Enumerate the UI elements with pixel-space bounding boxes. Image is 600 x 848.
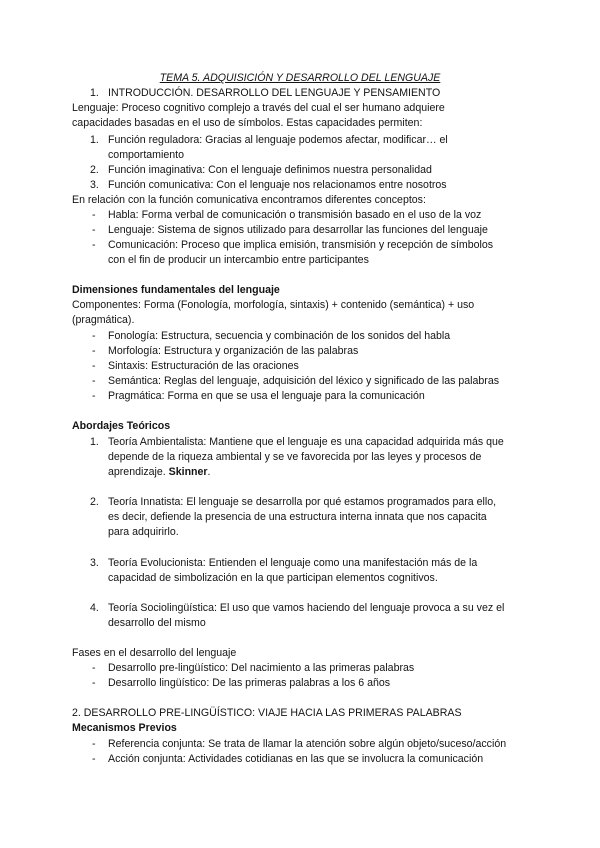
- list-item: Pragmática: Forma en que se usa el lenguaje para la comunicación: [108, 390, 425, 402]
- document-title: TEMA 5. ADQUISICIÓN Y DESARROLLO DEL LENGUAJE: [159, 72, 441, 84]
- list-item: Teoría Sociolingüística: El uso que vamos haciendo del lenguaje provoca a su vez el: [108, 602, 505, 614]
- bullet-dash: -: [92, 390, 96, 402]
- theories-heading: Abordajes Teóricos: [72, 420, 171, 432]
- dimensions-heading: Dimensiones fundamentales del lenguaje: [72, 284, 280, 296]
- bullet-dash: -: [92, 209, 96, 221]
- list-item-continuation: para adquirirlo.: [108, 526, 179, 538]
- bullet-dash: -: [92, 330, 96, 342]
- section-2-heading: 2. DESARROLLO PRE-LINGÜÍSTICO: VIAJE HACIA LAS PRIMERAS PALABRAS: [72, 707, 462, 719]
- list-item-continuation: depende de la riqueza ambiental y se ve favorecida por las leyes y procesos de: [108, 451, 482, 463]
- paragraph-line: capacidades basadas en el uso de símbolos. Estas capacidades permiten:: [72, 117, 423, 129]
- paragraph-line: (pragmática).: [72, 314, 135, 326]
- paragraph-line: En relación con la función comunicativa encontramos diferentes conceptos:: [72, 194, 426, 206]
- paragraph-line: Componentes: Forma (Fonología, morfología, sintaxis) + contenido (semántica) + uso: [72, 299, 475, 311]
- list-item: Semántica: Reglas del lenguaje, adquisición del léxico y significado de las palabras: [108, 375, 500, 387]
- list-item: Morfología: Estructura y organización de las palabras: [108, 345, 359, 357]
- text-run: .: [207, 466, 211, 478]
- list-number: 1.: [90, 134, 99, 146]
- list-item: Referencia conjunta: Se trata de llamar la atención sobre algún objeto/suceso/acción: [108, 738, 507, 750]
- list-item-continuation: es decir, defiende la presencia de una estructura interna innata que nos capacita: [108, 511, 487, 523]
- bullet-dash: -: [92, 345, 96, 357]
- list-item: Función imaginativa: Con el lenguaje definimos nuestra personalidad: [108, 164, 432, 176]
- list-number: 3.: [90, 179, 99, 191]
- list-item: Teoría Innatista: El lenguaje se desarrolla por qué estamos programados para ello,: [108, 496, 497, 508]
- list-item: Desarrollo pre-lingüístico: Del nacimiento a las primeras palabras: [108, 662, 415, 674]
- list-item-continuation: [108, 465, 210, 480]
- section-1-number: 1.: [90, 87, 99, 99]
- bullet-dash: -: [92, 224, 96, 236]
- list-item: Fonología: Estructura, secuencia y combinación de los sonidos del habla: [108, 330, 451, 342]
- list-item: Comunicación: Proceso que implica emisión, transmisión y recepción de símbolos: [108, 239, 494, 251]
- list-item-continuation: capacidad de simbolización en la que participan elementos cognitivos.: [108, 572, 438, 584]
- list-number: 2.: [90, 496, 99, 508]
- phases-heading: Fases en el desarrollo del lenguaje: [72, 647, 237, 659]
- list-number: 1.: [90, 436, 99, 448]
- list-number: 3.: [90, 557, 99, 569]
- list-item: Desarrollo lingüístico: De las primeras palabras a los 6 años: [108, 677, 391, 689]
- list-item-continuation: desarrollo del mismo: [108, 617, 206, 629]
- bullet-dash: -: [92, 677, 96, 689]
- bullet-dash: -: [92, 375, 96, 387]
- list-item: Función reguladora: Gracias al lenguaje podemos afectar, modificar… el: [108, 134, 448, 146]
- bullet-dash: -: [92, 662, 96, 674]
- list-item: Acción conjunta: Actividades cotidianas en las que se involucra la comunicación: [108, 753, 484, 765]
- bullet-dash: -: [92, 738, 96, 750]
- list-item: Habla: Forma verbal de comunicación o transmisión basado en el uso de la voz: [108, 209, 482, 221]
- list-item: Teoría Ambientalista: Mantiene que el lenguaje es una capacidad adquirida más que: [108, 436, 504, 448]
- list-item-continuation: con el fin de producir un intercambio entre participantes: [108, 254, 369, 266]
- text-run: aprendizaje.: [108, 466, 169, 478]
- list-item-continuation: comportamiento: [108, 149, 184, 161]
- list-item: Lenguaje: Sistema de signos utilizado para desarrollar las funciones del lenguaje: [108, 224, 488, 236]
- author-name: Skinner: [168, 466, 208, 478]
- section-1-heading: INTRODUCCIÓN. DESARROLLO DEL LENGUAJE Y PENSAMIENTO: [108, 87, 441, 99]
- bullet-dash: -: [92, 753, 96, 765]
- list-number: 4.: [90, 602, 99, 614]
- bullet-dash: -: [92, 360, 96, 372]
- list-item: Sintaxis: Estructuración de las oraciones: [108, 360, 299, 372]
- mechanisms-heading: Mecanismos Previos: [72, 722, 177, 734]
- paragraph-line: Lenguaje: Proceso cognitivo complejo a través del cual el ser humano adquiere: [72, 102, 445, 114]
- bullet-dash: -: [92, 239, 96, 251]
- list-number: 2.: [90, 164, 99, 176]
- list-item: Teoría Evolucionista: Entienden el lenguaje como una manifestación más de la: [108, 557, 478, 569]
- list-item: Función comunicativa: Con el lenguaje nos relacionamos entre nosotros: [108, 179, 447, 191]
